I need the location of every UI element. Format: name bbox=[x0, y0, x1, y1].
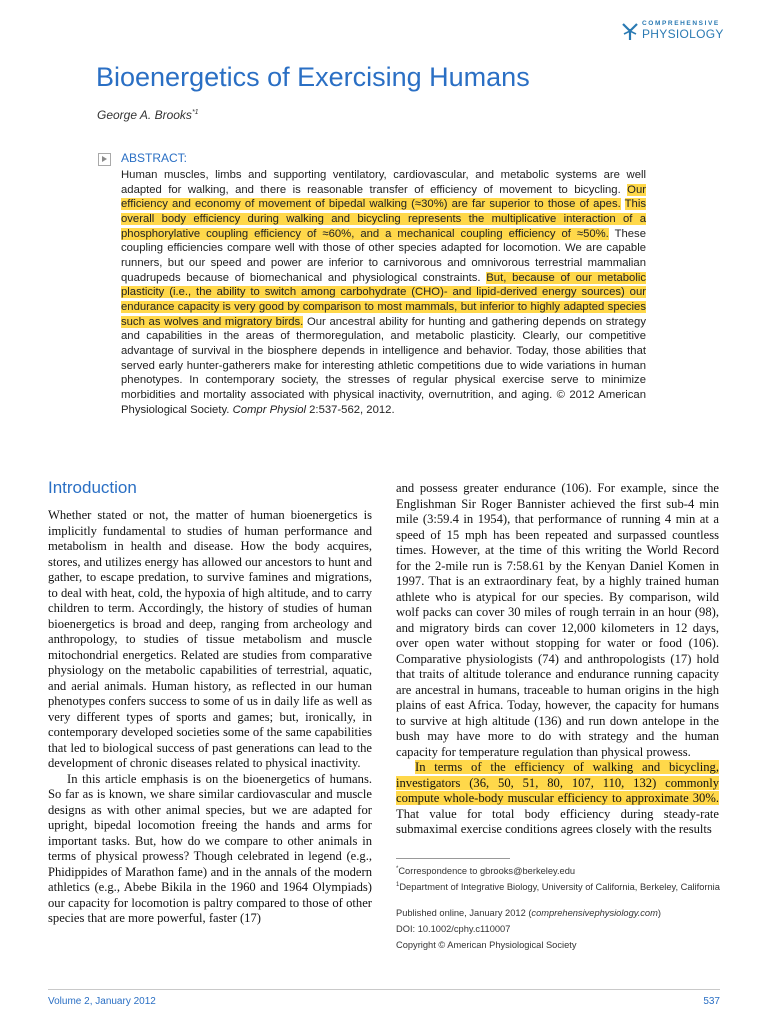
left-column bbox=[48, 508, 372, 927]
footnote-doi[interactable]: DOI: 10.1002/cphy.c110007 bbox=[396, 924, 511, 934]
affiliation-text: Department of Integrative Biology, University of California, Berkeley, California bbox=[399, 882, 720, 893]
intro-paragraph-2: In this article emphasis is on the bioenergetics of humans. So far as is known, we share similar cardiovascular and muscle designs as with other animal species, but we are adapted for upright, bipedal locomotion freeing the hands and arms for important tasks. But, how do we compare to other animals in terms of physical prowess? Though celebrated in legend (e.g., Phidippides of Marathon fame) and in the annals of the modern athletics (e.g., Abebe Bikila in the 1960 and 1964 Olympiads) our capacity for locomotion is paltry compared to those of other species that are more powerful, faster (17) bbox=[48, 771, 372, 925]
section-heading-introduction: Introduction bbox=[48, 478, 137, 497]
published-suffix: ) bbox=[657, 908, 661, 918]
citation-tail: 2:537-562, 2012. bbox=[306, 403, 395, 416]
intro-highlight: In terms of the efficiency of walking and bicycling, investigators (36, 50, 51, 80, 107, 110, 132) commonly compute whole-body muscular efficiency to approximate 30%. bbox=[396, 760, 719, 805]
author-line bbox=[97, 108, 199, 122]
abstract-expand-icon[interactable] bbox=[98, 153, 111, 166]
journal-logo bbox=[622, 20, 722, 44]
right-column bbox=[396, 481, 719, 838]
published-site-link[interactable]: comprehensivephysiology.com bbox=[531, 908, 658, 918]
logo-text-bottom: PHYSIOLOGY bbox=[642, 27, 724, 41]
abstract-highlight: Our efficiency and economy of movement of bipedal walking (≈30%) are far superior to those of apes. bbox=[121, 183, 646, 211]
abstract-highlight: This overall body efficiency during walking and bicycling represents the multiplicative interaction of a phosphorylative coupling efficiency of ≈60%, and a mechanical coupling efficiency of ≈50%. bbox=[121, 198, 646, 240]
logo-text-top: COMPREHENSIVE bbox=[642, 20, 720, 27]
footnote-copyright: Copyright © American Physiological Society bbox=[396, 940, 577, 950]
abstract-highlight: But, because of our metabolic plasticity (i.e., the ability to switch among carbohydrate (CHO)- and lipid-derived energy sources) our endurance capacity is very good by comparison to most mammals, but inferior to highly adapted species such as wolves and migratory birds. bbox=[121, 271, 646, 328]
footnote-published bbox=[396, 908, 726, 920]
intro-paragraph-3: and possess greater endurance (106). For example, since the Englishman Sir Roger Bannister achieved the first sub-4 min mile (3:59.4 in 1954), that performance of running 4 min at a speed of 15 mph has been repeated and surpassed countless times. However, at the time of this writing the World Record for the 2-mile run is 7:58.61 by the Kenyan Daniel Komen in 1997. That is an extraordinary feat, by a highly trained human athlete who is atypical for our species. By comparison, wild wolf packs can cover 30 miles of rough terrain in an hour (98), and migratory birds can cover 12,000 kilometers in 12 days, over open water without stopping for water or food (106). Comparative physiologists (74) and anthropologists (17) hold that traits of altitude tolerance and endurance running capacity are ancestral in humans, traceable to human origins in the high plains of east Africa. Today, however, the capacity for humans to survive at high altitude (136) and run down antelope in the bush may have more to do with strategy and the human capacity for temperature regulation than physical prowess. bbox=[396, 481, 719, 759]
footnote-affiliation: $^1$Department of Integrative Biology, University of California, Berkeley, California bbox=[396, 882, 720, 893]
footnote-correspondence: *Correspondence to gbrooks@berkeley.edu bbox=[396, 866, 576, 877]
footer-page-number: 537 bbox=[703, 996, 720, 1007]
abstract-text bbox=[121, 168, 646, 417]
footer-rule bbox=[48, 989, 720, 990]
intro-paragraph-4-rest: That value for total body efficiency during steady-rate submaximal exercise conditions agrees closely with the results bbox=[396, 806, 719, 836]
citation-journal: Compr Physiol bbox=[232, 403, 307, 416]
article-title: Bioenergetics of Exercising Humans bbox=[96, 62, 530, 92]
correspondence-text: Correspondence to gbrooks@berkeley.edu bbox=[398, 866, 576, 877]
footnote-rule bbox=[396, 858, 510, 859]
footer-volume: Volume 2, January 2012 bbox=[48, 996, 156, 1007]
intro-paragraph-1: Whether stated or not, the matter of human bioenergetics is implicitly fundamental to studies of human performance and metabolism in health and disease. How the body acquires, stores, and utilizes energy has allowed our ancestors to hunt and gather, to escape predation, to survive famines and migrations, to deal with heat, cold, the hypoxia of high altitude, and to carry children to term. Accordingly, the history of studies of human bioenergetics is broad and deep, ranging from archeology and anthropology, to studies of tissue metabolism and muscle mitochondrial energetics. Related are studies from comparative physiology on the metabolic capabilities of terrestrial, aquatic, and aerial animals. Human history, as reflected in our human phenotypes confers success to some of us in daily life as well as very different types of sports and games; but, ironically, in contemporary developed societies some of the same capabilities that led to biological success of past generations can lead to the development of chronic diseases related to physical inactivity. bbox=[48, 508, 372, 770]
author-name: George A. Brooks bbox=[97, 108, 192, 122]
abstract-segment: Our ancestral ability for hunting and gathering depends on strategy and capabilities in the areas of thermoregulation, and metabolic plasticity. Clearly, our competitive advantage of survival in the biosphere depends in intelligence and behavior. Today, those abilities that served early hunter-gatherers make for interesting athletic competitions due to wide variations in human phenotypes. In contemporary society, the stresses of regular physical exercise serve to minimize morbidities and mortality associated with physical inactivity, overnutrition, and aging. © 2012 American Physiological Society. bbox=[121, 315, 646, 416]
published-prefix: Published online, January 2012 ( bbox=[396, 908, 532, 918]
abstract-segment: These coupling efficiencies compare well with those of other species adapted for locomotion. We are capable runners, but our speed and power are inferior to carnivorous and omnivorous terrestrial mammalian quadrupeds because of biomechanical and physiological constraints. bbox=[121, 227, 646, 284]
abstract-segment: Human muscles, limbs and supporting ventilatory, cardiovascular, and metabolic systems are well adapted for walking, and there is reasonable transfer of efficiency of movement to bicycling. bbox=[121, 169, 646, 196]
author-marks: *1 bbox=[191, 109, 199, 116]
abstract-heading: ABSTRACT: bbox=[121, 151, 188, 165]
intro-paragraph-4 bbox=[396, 760, 719, 838]
logo-mark-icon bbox=[622, 21, 638, 41]
